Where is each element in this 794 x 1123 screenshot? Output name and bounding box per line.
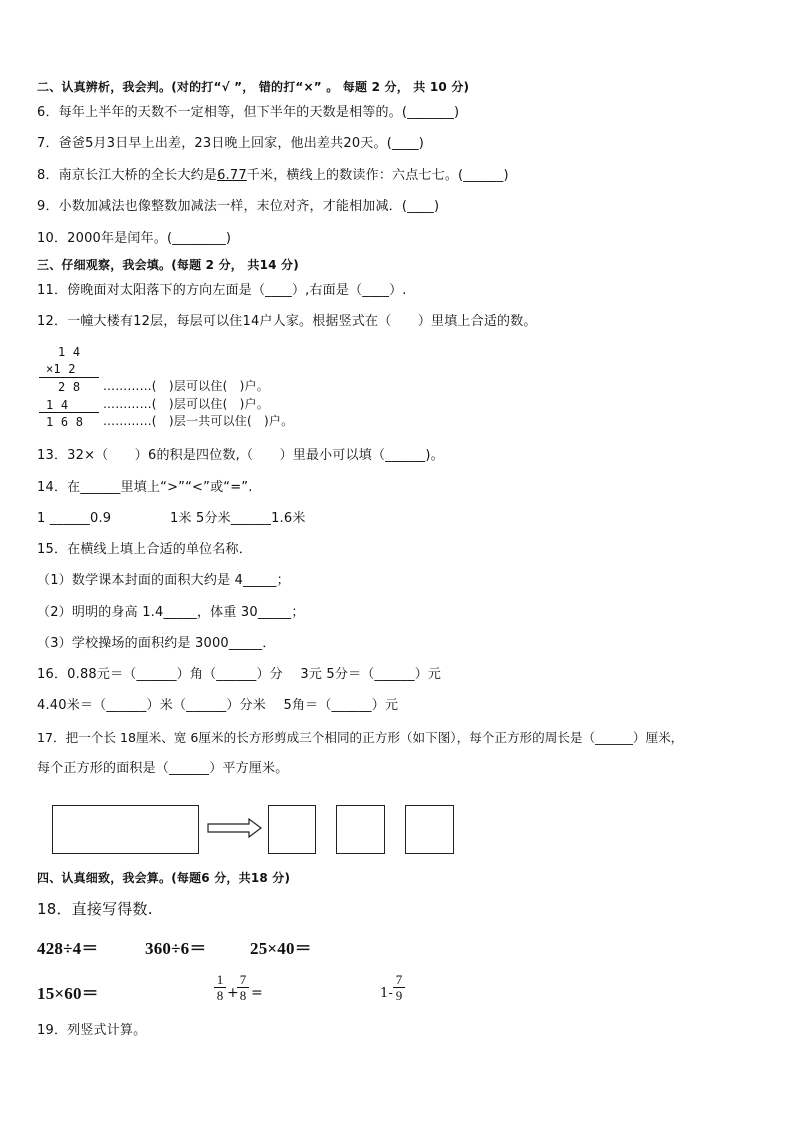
question-17-line-2: 每个正方形的面积是（______）平方厘米。: [37, 761, 289, 776]
section-4-title: 四、认真细致，我会算。(每题6 分，共18 分): [37, 871, 291, 885]
question-7: 7．爸爸5月3日早上出差，23日晚上回家，他出差共20天。(____): [37, 136, 425, 151]
question-8: [37, 167, 509, 185]
expression-6-prefix: 1-: [380, 986, 394, 1001]
question-15-part-1: （1）数学课本封面的面积大约是 4_____；: [37, 573, 290, 588]
vertical-note-2: …………( )层可以住( )户。: [103, 397, 269, 411]
expression-3: 25×40＝: [250, 939, 312, 958]
fraction-seven-ninths: [393, 972, 405, 1003]
section-3-title: 三、仔细观察，我会填。(每题 2 分， 共14 分): [37, 258, 299, 272]
question-14-part-b: 1米 5分米______1.6米: [170, 511, 306, 526]
question-15-part-2: （2）明明的身高 1.4_____，体重 30_____；: [37, 605, 305, 620]
question-16-line-1: 16．0.88元＝（______）角（______）分 3元 5分＝（______）元: [37, 667, 442, 682]
question-15-part-3: （3）学校操场的面积约是 3000_____．: [37, 636, 276, 651]
question-12: 12．一幢大楼有12层，每层可以住14户人家。根据竖式在（ ）里填上合适的数。: [37, 314, 537, 329]
question-8-underlined-number: 6.77: [217, 168, 247, 183]
fraction-numerator: 7: [395, 972, 403, 987]
question-6: 6．每年上半年的天数不一定相等，但下半年的天数是相等的。(_______): [37, 105, 460, 120]
plus-sign: +: [227, 985, 239, 1001]
question-8-text-after: 千米，横线上的数读作：六点七七。(______): [246, 168, 509, 183]
square-figure-3: [405, 805, 454, 854]
section-2-title: 二、认真辨析，我会判。(对的打“√ ”， 错的打“×” 。 每题 2 分， 共 10 分): [37, 80, 470, 94]
fraction-one-eighth: [214, 972, 226, 1003]
vertical-note-1: …………( )层可以住( )户。: [103, 379, 269, 393]
question-19: 19．列竖式计算。: [37, 1023, 147, 1038]
question-10: 10．2000年是闰年。(________): [37, 231, 232, 246]
fraction-seven-eighths: [237, 972, 249, 1003]
fraction-denominator: 8: [239, 988, 247, 1003]
vertical-row-1: 1 4: [58, 345, 81, 359]
fraction-numerator: 7: [239, 972, 247, 987]
vertical-row-4: 1 4: [46, 398, 69, 412]
square-figure-2: [336, 805, 385, 854]
vertical-note-3: …………( )层一共可以住( )户。: [103, 414, 294, 428]
expression-1: 428÷4＝: [37, 939, 99, 958]
question-16-line-2: 4.40米＝（______）米（______）分米 5角＝（______）元: [37, 698, 399, 713]
rectangle-figure: [52, 805, 199, 854]
vertical-row-2: ×1 2: [46, 362, 76, 376]
question-11: 11．傍晚面对太阳落下的方向左面是（____）,右面是（____）.: [37, 283, 407, 298]
vertical-row-3: 2 8: [58, 380, 81, 394]
fraction-numerator: 1: [216, 972, 224, 987]
fraction-denominator: 8: [216, 988, 224, 1003]
equals-sign: =: [251, 985, 263, 1001]
square-figure-1: [268, 805, 316, 854]
question-13: 13．32×（ ）6的积是四位数,（ ）里最小可以填（______)。: [37, 448, 444, 463]
question-18: 18．直接写得数.: [37, 900, 153, 918]
fraction-denominator: 9: [395, 988, 403, 1003]
question-9: 9．小数加减法也像整数加减法一样，末位对齐，才能相加减．(____): [37, 199, 440, 214]
vertical-row-5: 1 6 8: [46, 415, 84, 429]
double-arrow-icon: [207, 818, 263, 838]
expression-4: 15×60＝: [37, 984, 99, 1003]
expression-2: 360÷6＝: [145, 939, 207, 958]
question-14: 14．在______里填上“>”“<”或“=”.: [37, 480, 253, 495]
question-15: 15．在横线上填上合适的单位名称．: [37, 542, 252, 557]
question-17-line-1: 17．把一个长 18厘米、宽 6厘米的长方形剪成三个相同的正方形（如下图），每个正方形的周长是（______）厘米，: [37, 730, 684, 745]
question-8-text-before: 8．南京长江大桥的全长大约是: [37, 168, 218, 183]
question-14-part-a: 1 ______0.9: [37, 511, 112, 526]
